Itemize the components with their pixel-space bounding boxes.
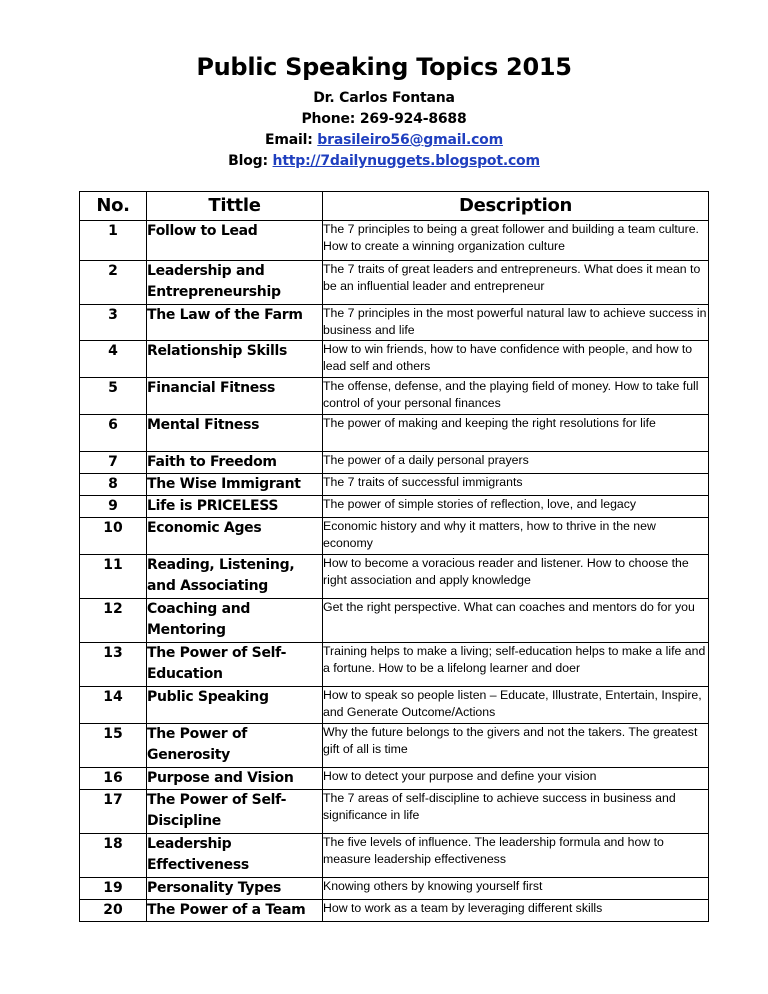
blog-line: [0, 151, 768, 172]
row-number: 17: [80, 790, 147, 834]
row-description: The power of simple stories of reflection, love, and legacy: [323, 496, 709, 518]
row-number: 11: [80, 555, 147, 599]
row-number: 14: [80, 687, 147, 724]
row-number: 12: [80, 599, 147, 643]
row-description: Training helps to make a living; self-education helps to make a life and a fortune. How to be a lifelong learner and doer: [323, 643, 709, 687]
row-number: 15: [80, 724, 147, 768]
row-title: Financial Fitness: [147, 378, 323, 415]
row-description: The power of making and keeping the right resolutions for life: [323, 415, 709, 452]
table-row: [80, 900, 709, 922]
table-row: [80, 518, 709, 555]
row-description: How to work as a team by leveraging different skills: [323, 900, 709, 922]
row-description: Knowing others by knowing yourself first: [323, 878, 709, 900]
row-number: 9: [80, 496, 147, 518]
row-title: Relationship Skills: [147, 341, 323, 378]
email-link[interactable]: brasileiro56@gmail.com: [317, 132, 503, 148]
row-title: Life is PRICELESS: [147, 496, 323, 518]
row-description: The 7 traits of successful immigrants: [323, 474, 709, 496]
row-description: Economic history and why it matters, how to thrive in the new economy: [323, 518, 709, 555]
table-header-row: [80, 192, 709, 221]
row-title: Coaching and Mentoring: [147, 599, 323, 643]
table-row: [80, 878, 709, 900]
row-number: 20: [80, 900, 147, 922]
table-row: [80, 724, 709, 768]
row-description: The offense, defense, and the playing field of money. How to take full control of your personal finances: [323, 378, 709, 415]
table-row: [80, 768, 709, 790]
table-row: [80, 599, 709, 643]
header-description: Description: [323, 192, 709, 221]
row-description: The five levels of influence. The leadership formula and how to measure leadership effectiveness: [323, 834, 709, 878]
table-row: [80, 378, 709, 415]
blog-label: Blog:: [228, 153, 268, 169]
row-title: Follow to Lead: [147, 221, 323, 261]
row-description: The power of a daily personal prayers: [323, 452, 709, 474]
author-name: Dr. Carlos Fontana: [313, 90, 455, 106]
table-row: [80, 496, 709, 518]
table-row: [80, 687, 709, 724]
row-number: 18: [80, 834, 147, 878]
blog-link[interactable]: http://7dailynuggets.blogspot.com: [272, 153, 540, 169]
row-description: How to detect your purpose and define your vision: [323, 768, 709, 790]
table-row: [80, 415, 709, 452]
row-description: The 7 principles in the most powerful natural law to achieve success in business and life: [323, 305, 709, 341]
row-number: 16: [80, 768, 147, 790]
document-title: Public Speaking Topics 2015: [196, 53, 572, 81]
row-number: 19: [80, 878, 147, 900]
row-description: How to become a voracious reader and listener. How to choose the right association and apply knowledge: [323, 555, 709, 599]
row-title: Purpose and Vision: [147, 768, 323, 790]
row-number: 10: [80, 518, 147, 555]
row-number: 13: [80, 643, 147, 687]
table-row: [80, 261, 709, 305]
email-line: [0, 130, 768, 151]
table-row: [80, 305, 709, 341]
row-number: 1: [80, 221, 147, 261]
row-title: The Power of a Team: [147, 900, 323, 922]
table-row: [80, 790, 709, 834]
table-row: [80, 474, 709, 496]
row-number: 3: [80, 305, 147, 341]
row-title: Leadership and Entrepreneurship: [147, 261, 323, 305]
document-header: [0, 50, 768, 172]
header-number: No.: [80, 192, 147, 221]
row-title: Faith to Freedom: [147, 452, 323, 474]
row-description: The 7 areas of self-discipline to achieve success in business and significance in life: [323, 790, 709, 834]
table-row: [80, 643, 709, 687]
row-description: How to win friends, how to have confidence with people, and how to lead self and others: [323, 341, 709, 378]
row-number: 4: [80, 341, 147, 378]
row-number: 2: [80, 261, 147, 305]
row-title: Economic Ages: [147, 518, 323, 555]
row-title: Mental Fitness: [147, 415, 323, 452]
row-number: 5: [80, 378, 147, 415]
table-row: [80, 555, 709, 599]
row-title: Leadership Effectiveness: [147, 834, 323, 878]
row-number: 7: [80, 452, 147, 474]
row-title: Public Speaking: [147, 687, 323, 724]
row-title: The Wise Immigrant: [147, 474, 323, 496]
table-row: [80, 834, 709, 878]
row-title: Personality Types: [147, 878, 323, 900]
table-row: [80, 452, 709, 474]
row-title: Reading, Listening, and Associating: [147, 555, 323, 599]
email-label: Email:: [265, 132, 313, 148]
row-title: The Power of Self-Discipline: [147, 790, 323, 834]
row-description: How to speak so people listen – Educate, Illustrate, Entertain, Inspire, and Generate Outcome/Actions: [323, 687, 709, 724]
row-title: The Power of Generosity: [147, 724, 323, 768]
row-description: The 7 principles to being a great follower and building a team culture. How to create a winning organization culture: [323, 221, 709, 261]
row-title: The Power of Self-Education: [147, 643, 323, 687]
phone-number: Phone: 269-924-8688: [301, 111, 467, 127]
row-title: The Law of the Farm: [147, 305, 323, 341]
row-description: Why the future belongs to the givers and not the takers. The greatest gift of all is time: [323, 724, 709, 768]
header-title: Tittle: [147, 192, 323, 221]
row-description: Get the right perspective. What can coaches and mentors do for you: [323, 599, 709, 643]
topics-table: [79, 191, 709, 922]
table-body: [80, 221, 709, 922]
row-number: 6: [80, 415, 147, 452]
table-row: [80, 341, 709, 378]
table-row: [80, 221, 709, 261]
row-number: 8: [80, 474, 147, 496]
row-description: The 7 traits of great leaders and entrepreneurs. What does it mean to be an influential leader and entrepreneur: [323, 261, 709, 305]
